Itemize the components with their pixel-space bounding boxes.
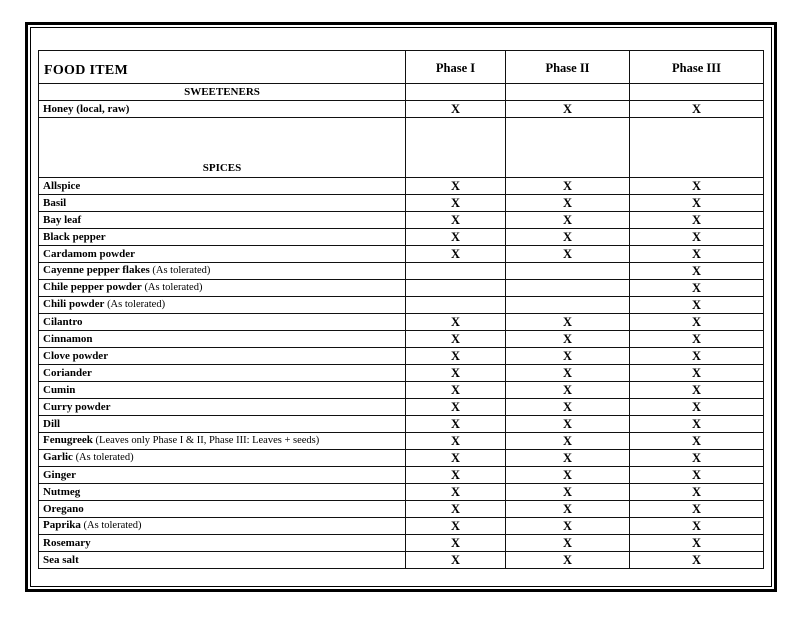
phase-mark-cell: X <box>630 212 764 229</box>
food-item-name: Cardamom powder <box>43 247 135 260</box>
section-label: SWEETENERS <box>39 84 406 101</box>
phase-mark-cell: X <box>406 195 506 212</box>
phase-mark-cell: X <box>506 365 630 382</box>
phase-mark-cell: X <box>406 416 506 433</box>
phase-mark-cell: X <box>506 399 630 416</box>
phase-mark-cell: X <box>406 382 506 399</box>
phase-mark-cell: X <box>506 416 630 433</box>
table-row <box>39 331 764 348</box>
phase-empty-cell <box>406 297 506 314</box>
phase-mark-cell: X <box>406 433 506 450</box>
phase-mark-cell: X <box>506 518 630 535</box>
phase-mark-cell: X <box>506 178 630 195</box>
table-header-row <box>39 51 764 84</box>
food-item-cell <box>39 501 406 518</box>
phase-mark-cell: X <box>506 331 630 348</box>
phase-mark-cell: X <box>506 552 630 569</box>
food-item-cell <box>39 450 406 467</box>
food-table-body <box>39 84 764 569</box>
food-item-cell <box>39 552 406 569</box>
food-item-cell <box>39 101 406 118</box>
col-header-phase-1: Phase I <box>406 51 506 84</box>
phase-empty-cell <box>406 118 506 178</box>
phase-mark-cell: X <box>630 263 764 280</box>
food-item-name: Ginger <box>43 468 76 481</box>
table-row <box>39 382 764 399</box>
table-row <box>39 280 764 297</box>
phase-mark-cell: X <box>406 552 506 569</box>
food-item-cell <box>39 195 406 212</box>
phase-mark-cell: X <box>406 229 506 246</box>
phase-mark-cell: X <box>630 518 764 535</box>
phase-mark-cell: X <box>506 314 630 331</box>
food-item-name: Cilantro <box>43 315 83 328</box>
food-item-name: Fenugreek <box>43 434 93 447</box>
phase-mark-cell: X <box>630 314 764 331</box>
phase-mark-cell: X <box>406 348 506 365</box>
table-row <box>39 263 764 280</box>
phase-mark-cell: X <box>630 501 764 518</box>
phase-empty-cell <box>506 280 630 297</box>
phase-mark-cell: X <box>506 535 630 552</box>
phase-mark-cell: X <box>406 450 506 467</box>
phase-mark-cell: X <box>406 331 506 348</box>
table-row <box>39 518 764 535</box>
food-item-cell <box>39 535 406 552</box>
phase-empty-cell <box>506 297 630 314</box>
food-item-cell <box>39 518 406 535</box>
table-row <box>39 101 764 118</box>
phase-empty-cell <box>406 84 506 101</box>
phase-mark-cell: X <box>630 484 764 501</box>
phase-mark-cell: X <box>630 552 764 569</box>
food-item-name: Dill <box>43 417 61 430</box>
food-item-note: (As tolerated) <box>141 282 203 294</box>
food-item-name: Rosemary <box>43 536 91 549</box>
food-item-cell <box>39 314 406 331</box>
phase-mark-cell: X <box>630 365 764 382</box>
col-header-phase-3: Phase III <box>630 51 764 84</box>
food-item-name: Sea salt <box>43 553 79 566</box>
phase-mark-cell: X <box>630 416 764 433</box>
food-item-cell <box>39 246 406 263</box>
phase-mark-cell: X <box>630 535 764 552</box>
food-item-name: Basil <box>43 196 67 209</box>
phase-mark-cell: X <box>506 467 630 484</box>
table-row <box>39 297 764 314</box>
phase-mark-cell: X <box>506 484 630 501</box>
food-item-cell <box>39 331 406 348</box>
phase-mark-cell: X <box>630 399 764 416</box>
food-item-cell <box>39 484 406 501</box>
food-item-cell <box>39 399 406 416</box>
phase-mark-cell: X <box>630 297 764 314</box>
table-row <box>39 433 764 450</box>
phase-mark-cell: X <box>630 246 764 263</box>
food-phases-table <box>38 50 764 569</box>
table-row <box>39 229 764 246</box>
food-item-cell <box>39 297 406 314</box>
food-item-name: Chile pepper powder <box>43 281 142 294</box>
phase-mark-cell: X <box>630 348 764 365</box>
phase-mark-cell: X <box>506 348 630 365</box>
phase-mark-cell: X <box>406 101 506 118</box>
food-item-cell <box>39 365 406 382</box>
table-row <box>39 399 764 416</box>
phase-empty-cell <box>506 118 630 178</box>
food-item-note: (As tolerated) <box>104 299 166 311</box>
phase-mark-cell: X <box>406 484 506 501</box>
phase-mark-cell: X <box>630 101 764 118</box>
food-item-note: (As tolerated) <box>80 520 142 532</box>
phase-mark-cell: X <box>406 314 506 331</box>
table-row <box>39 348 764 365</box>
table-row <box>39 246 764 263</box>
phase-mark-cell: X <box>630 433 764 450</box>
phase-mark-cell: X <box>630 178 764 195</box>
food-item-name: Cinnamon <box>43 332 93 345</box>
food-item-name: Black pepper <box>43 230 106 243</box>
food-item-name: Coriander <box>43 366 92 379</box>
food-item-cell <box>39 229 406 246</box>
phase-empty-cell <box>630 118 764 178</box>
food-item-name: Oregano <box>43 502 84 515</box>
food-item-cell <box>39 433 406 450</box>
table-row <box>39 467 764 484</box>
phase-empty-cell <box>406 280 506 297</box>
phase-mark-cell: X <box>506 212 630 229</box>
phase-mark-cell: X <box>630 382 764 399</box>
phase-mark-cell: X <box>630 229 764 246</box>
section-header-row <box>39 118 764 178</box>
food-item-cell <box>39 178 406 195</box>
food-item-name: Cumin <box>43 383 76 396</box>
phase-mark-cell: X <box>506 246 630 263</box>
food-item-name: Bay leaf <box>43 213 82 226</box>
phase-mark-cell: X <box>506 501 630 518</box>
food-item-note: (As tolerated) <box>72 452 134 464</box>
phase-mark-cell: X <box>406 365 506 382</box>
phase-mark-cell: X <box>406 246 506 263</box>
table-row <box>39 450 764 467</box>
table-row <box>39 535 764 552</box>
food-item-cell <box>39 382 406 399</box>
col-header-phase-2: Phase II <box>506 51 630 84</box>
phase-mark-cell: X <box>506 382 630 399</box>
food-item-name: Clove powder <box>43 349 109 362</box>
food-item-name: Allspice <box>43 179 81 192</box>
food-item-name: Garlic <box>43 451 73 464</box>
table-row <box>39 314 764 331</box>
table-row <box>39 501 764 518</box>
table-row <box>39 195 764 212</box>
phase-mark-cell: X <box>630 195 764 212</box>
section-header-row <box>39 84 764 101</box>
food-item-name: Curry powder <box>43 400 111 413</box>
food-item-cell <box>39 467 406 484</box>
food-item-note: (As tolerated) <box>149 265 211 277</box>
phase-mark-cell: X <box>406 178 506 195</box>
table-row <box>39 552 764 569</box>
phase-mark-cell: X <box>406 212 506 229</box>
phase-mark-cell: X <box>506 450 630 467</box>
food-item-name: Chili powder <box>43 298 105 311</box>
phase-mark-cell: X <box>406 501 506 518</box>
table-row <box>39 484 764 501</box>
phase-mark-cell: X <box>506 101 630 118</box>
table-row <box>39 365 764 382</box>
food-item-cell <box>39 280 406 297</box>
food-item-note: (Leaves only Phase I & II, Phase III: Leaves + seeds) <box>92 435 320 447</box>
food-item-cell <box>39 212 406 229</box>
phase-mark-cell: X <box>630 467 764 484</box>
col-header-food-item: FOOD ITEM <box>39 51 406 84</box>
food-item-name: Paprika <box>43 519 81 532</box>
food-item-cell <box>39 348 406 365</box>
phase-mark-cell: X <box>406 518 506 535</box>
phase-empty-cell <box>406 263 506 280</box>
section-label: SPICES <box>39 118 406 178</box>
phase-mark-cell: X <box>630 280 764 297</box>
phase-mark-cell: X <box>630 450 764 467</box>
phase-mark-cell: X <box>630 331 764 348</box>
phase-empty-cell <box>630 84 764 101</box>
food-item-name: Cayenne pepper flakes <box>43 264 150 277</box>
phase-empty-cell <box>506 263 630 280</box>
phase-mark-cell: X <box>506 433 630 450</box>
table-row <box>39 416 764 433</box>
food-item-name: Nutmeg <box>43 485 81 498</box>
phase-mark-cell: X <box>506 195 630 212</box>
food-item-cell <box>39 263 406 280</box>
phase-mark-cell: X <box>406 467 506 484</box>
phase-empty-cell <box>506 84 630 101</box>
table-row <box>39 178 764 195</box>
food-item-name: Honey (local, raw) <box>43 102 130 115</box>
phase-mark-cell: X <box>406 399 506 416</box>
phase-mark-cell: X <box>506 229 630 246</box>
table-row <box>39 212 764 229</box>
food-item-cell <box>39 416 406 433</box>
phase-mark-cell: X <box>406 535 506 552</box>
